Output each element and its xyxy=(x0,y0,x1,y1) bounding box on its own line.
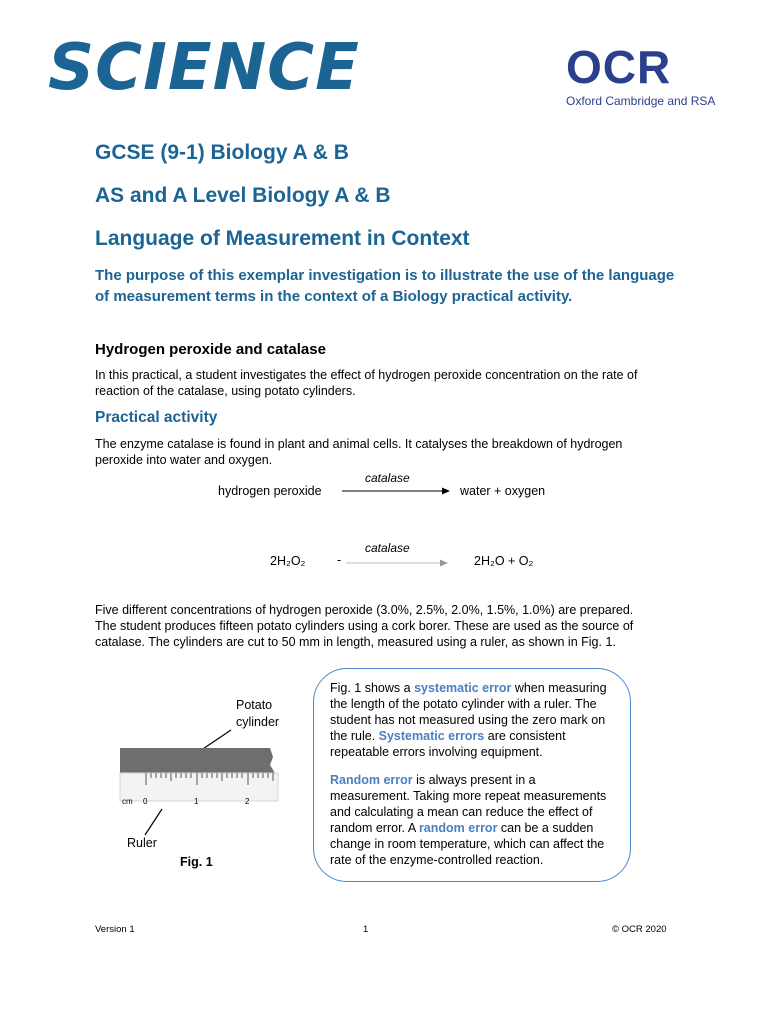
lead-paragraph: The purpose of this exemplar investigation is to illustrate the use of the language of measurement terms in the context of a Biology practical activity. xyxy=(95,267,675,305)
callout-random-paragraph xyxy=(330,772,616,868)
title-main: Language of Measurement in Context xyxy=(95,227,470,250)
callout-text: is always present in a measurement. Taking more repeat measurements and calculating a mean can reduce the effect of random error. A xyxy=(330,773,607,835)
ruler-tick-label-0: 0 xyxy=(143,797,148,806)
concentrations-line-1: Five different concentrations of hydrogen peroxide (3.0%, 2.5%, 2.0%, 1.5%, 1.0%) are prepared. xyxy=(95,603,634,617)
eq1-arrow xyxy=(340,484,452,498)
figure-1-diagram xyxy=(118,725,283,850)
term-systematic-error: systematic error xyxy=(414,681,512,695)
eq1-reactant: hydrogen peroxide xyxy=(218,484,322,498)
practical-paragraph xyxy=(95,436,685,468)
eq1-catalyst: catalase xyxy=(365,471,410,485)
ocr-logo xyxy=(566,41,726,108)
eq2-catalyst: catalase xyxy=(365,541,410,555)
ruler-tick-label-1: 1 xyxy=(194,797,199,806)
figure-caption: Fig. 1 xyxy=(180,855,213,869)
concentrations-paragraph xyxy=(95,602,685,650)
callout-systematic-paragraph xyxy=(330,680,616,760)
practical-line-2: peroxide into water and oxygen. xyxy=(95,453,273,467)
figure-label-ruler: Ruler xyxy=(127,836,157,850)
intro-line-2: reaction of the catalase, using potato cylinders. xyxy=(95,384,356,398)
heading-hydrogen-peroxide: Hydrogen peroxide and catalase xyxy=(95,341,326,358)
ocr-logo-word: OCR xyxy=(566,41,672,93)
error-callout-box xyxy=(313,668,631,882)
eq1-products: water + oxygen xyxy=(460,484,546,498)
title-gcse: GCSE (9-1) Biology A & B xyxy=(95,141,349,164)
ruler-tick-label-2: 2 xyxy=(245,797,250,806)
eq2-arrow xyxy=(344,556,450,570)
term-random-error-lower: random error xyxy=(418,821,498,835)
intro-line-1: In this practical, a student investigates the effect of hydrogen peroxide concentration on the rate of xyxy=(95,368,638,382)
concentrations-line-2: The student produces fifteen potato cylinders using a cork borer. These are used as the source of xyxy=(95,619,634,633)
callout-text: can be a sudden change in room temperature, which can affect the rate of the enzyme-controlled reaction. xyxy=(330,821,605,867)
heading-practical-activity: Practical activity xyxy=(95,409,218,426)
practical-line-1: The enzyme catalase is found in plant and animal cells. It catalyses the breakdown of hydrogen xyxy=(95,437,623,451)
figure-label-potato-line-1: Potato xyxy=(236,698,273,712)
callout-text: when measuring the length of the potato cylinder with a ruler. The student has not measured using the zero mark on the rule. xyxy=(330,681,607,743)
footer-version: Version 1 xyxy=(95,924,135,935)
footer-copyright: © OCR 2020 xyxy=(612,924,667,935)
science-brand: SCIENCE xyxy=(48,31,360,105)
ruler-pointer-line xyxy=(145,809,162,835)
callout-text: are consistent repeatable errors involving equipment. xyxy=(330,729,566,759)
concentrations-line-3: catalase. The cylinders are cut to 50 mm in length, measured using a ruler, as shown in Fig. 1. xyxy=(95,635,616,649)
term-random-error: Random error xyxy=(330,773,413,787)
figure-label-potato-line-2: cylinder xyxy=(236,715,280,729)
title-alevel: AS and A Level Biology A & B xyxy=(95,184,391,207)
callout-text: Fig. 1 shows a xyxy=(330,681,415,695)
eq2-dash: - xyxy=(337,553,342,567)
ocr-logo-subtitle: Oxford Cambridge and RSA xyxy=(566,94,716,108)
ruler-unit: cm xyxy=(122,797,133,806)
potato-cylinder-shape xyxy=(120,748,275,773)
eq2-reactant: 2H₂O₂ xyxy=(270,554,306,568)
eq2-products: 2H₂O + O₂ xyxy=(474,554,534,568)
footer-page-number: 1 xyxy=(363,924,369,935)
intro-paragraph xyxy=(95,367,685,399)
term-systematic-errors: Systematic errors xyxy=(378,729,485,743)
